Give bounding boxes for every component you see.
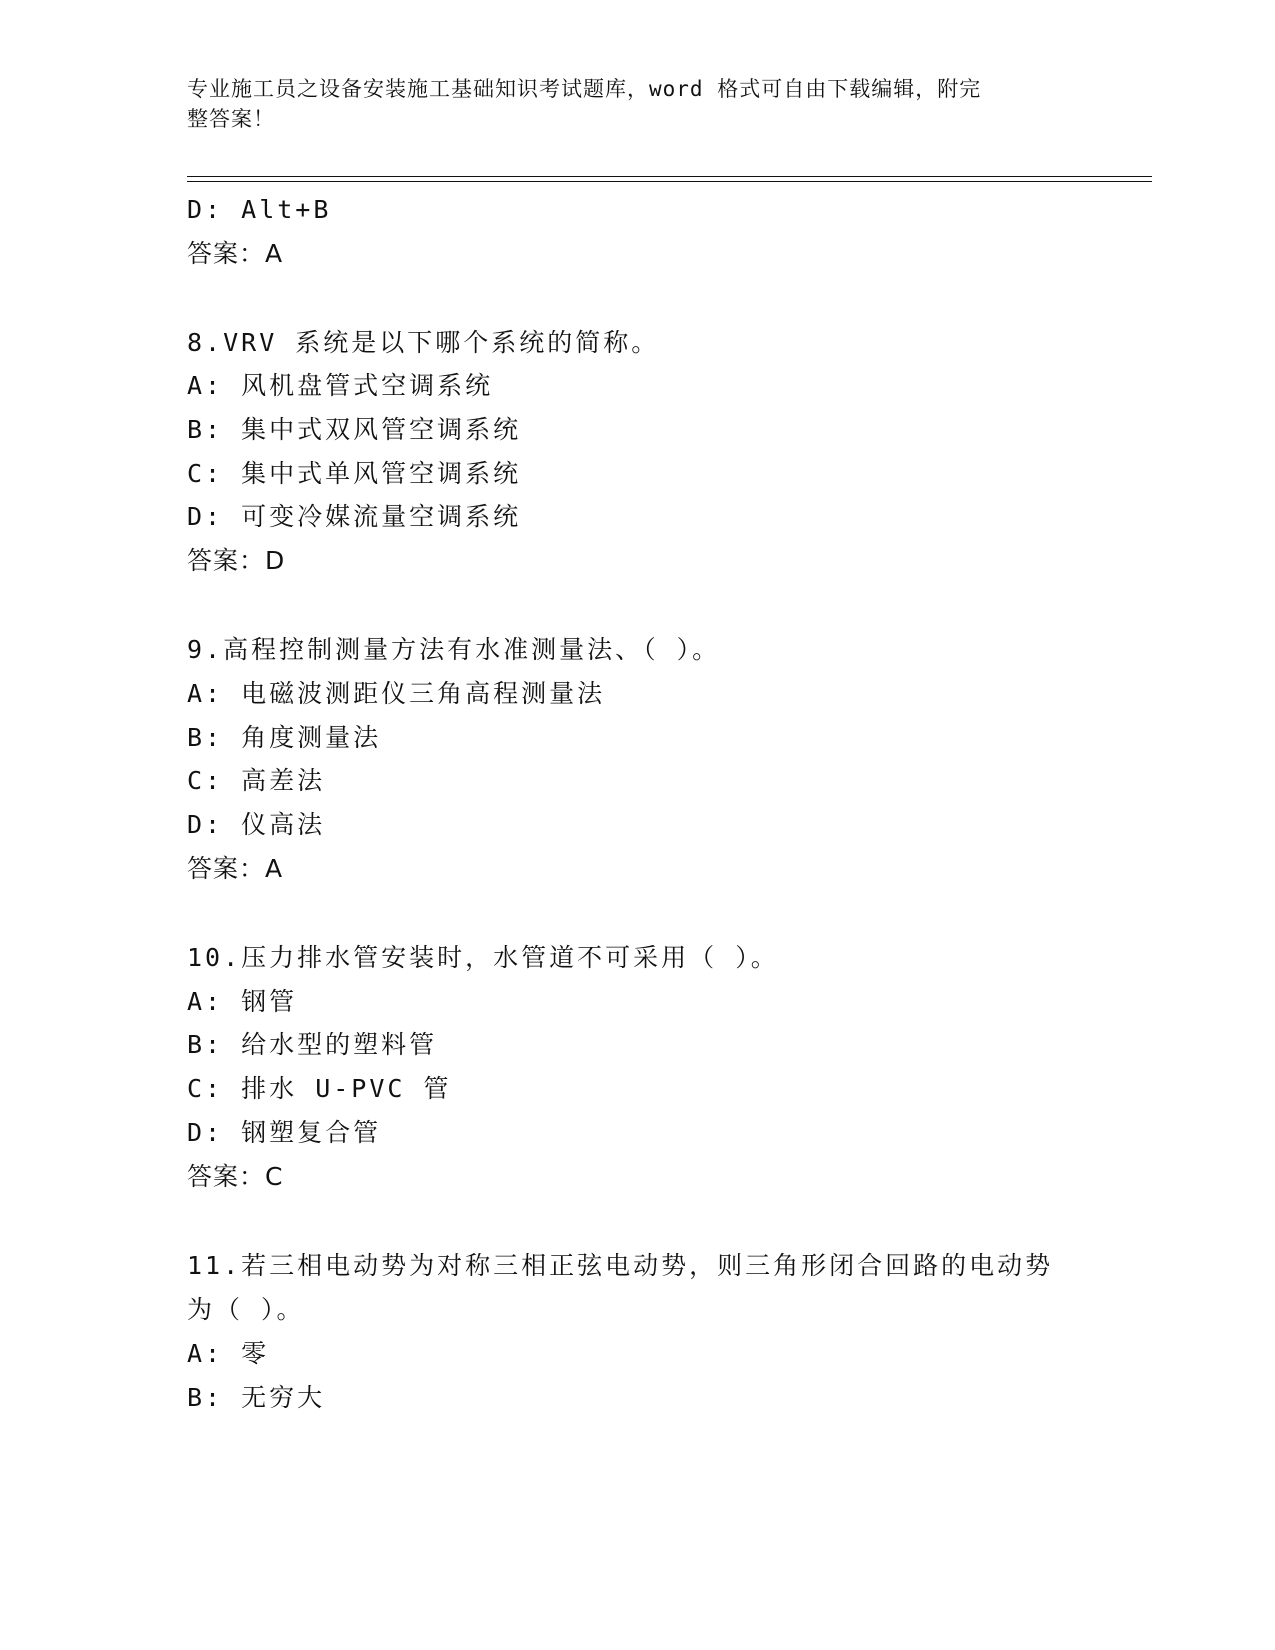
header-divider-bottom xyxy=(187,181,1152,182)
option-line: B: 集中式双风管空调系统 xyxy=(187,415,522,444)
option-line: B: 角度测量法 xyxy=(187,723,382,752)
option-line: C: 集中式单风管空调系统 xyxy=(187,459,522,488)
option-line: A: 钢管 xyxy=(187,987,298,1016)
option-line: A: 电磁波测距仪三角高程测量法 xyxy=(187,679,606,708)
answer-line: 答案：A xyxy=(187,854,284,883)
question-line: 8.VRV 系统是以下哪个系统的简称。 xyxy=(187,328,660,357)
option-line: A: 风机盘管式空调系统 xyxy=(187,371,494,400)
option-line: C: 排水 U-PVC 管 xyxy=(187,1074,452,1103)
question-line: 9.高程控制测量方法有水准测量法、（ ）。 xyxy=(187,635,721,664)
question-line: 10.压力排水管安装时，水管道不可采用（ ）。 xyxy=(187,943,779,972)
document-header xyxy=(187,74,1067,134)
option-line: D: Alt+B xyxy=(187,195,332,224)
header-title-line-1: 专业施工员之设备安装施工基础知识考试题库，word 格式可自由下载编辑，附完 xyxy=(187,77,982,101)
answer-line: 答案：C xyxy=(187,1162,284,1191)
option-line: D: 钢塑复合管 xyxy=(187,1118,382,1147)
option-line: C: 高差法 xyxy=(187,766,326,795)
answer-line: 答案：A xyxy=(187,239,284,268)
answer-line: 答案：D xyxy=(187,546,286,575)
option-line: B: 给水型的塑料管 xyxy=(187,1030,438,1059)
option-line: B: 无穷大 xyxy=(187,1383,326,1412)
question-line: 11.若三相电动势为对称三相正弦电动势，则三角形闭合回路的电动势 xyxy=(187,1251,1054,1280)
header-title-line-2: 整答案！ xyxy=(187,107,275,131)
question-line-continued: 为（ ）。 xyxy=(187,1295,305,1324)
header-divider-top xyxy=(187,176,1152,177)
option-line: D: 可变冷媒流量空调系统 xyxy=(187,502,522,531)
option-line: D: 仪高法 xyxy=(187,810,326,839)
option-line: A: 零 xyxy=(187,1339,270,1368)
